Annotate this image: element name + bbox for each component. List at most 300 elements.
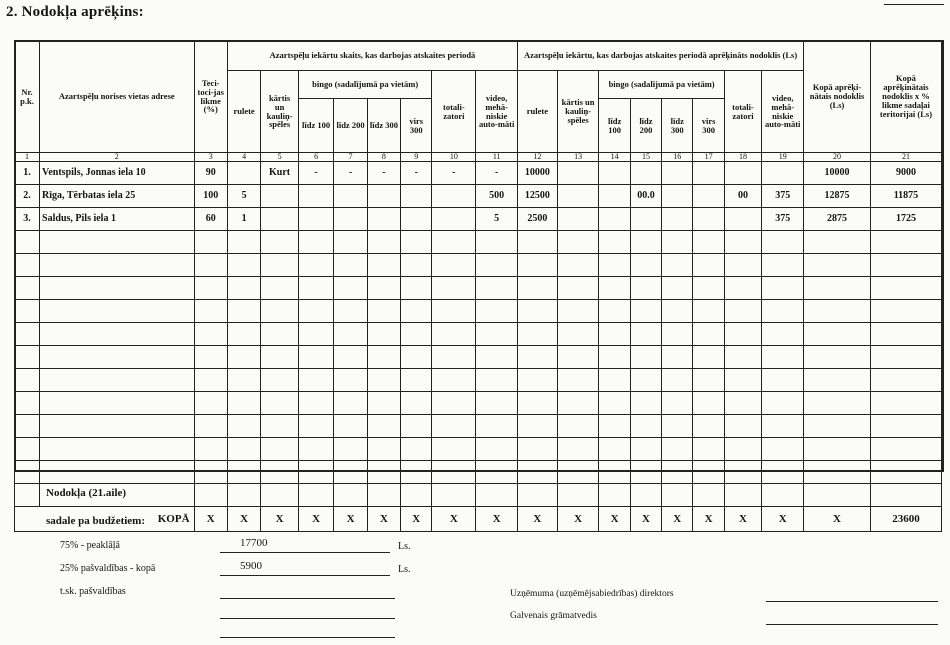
header-total-tax: Kopā aprēķi-nātais nodoklis (Ls) [804, 41, 871, 153]
dist-label-state: 75% - peaklāļā [60, 540, 120, 551]
blank-cell[interactable] [432, 323, 476, 346]
blank-cell[interactable] [630, 323, 661, 346]
blank-cell[interactable] [40, 438, 194, 461]
blank-cell[interactable] [334, 461, 367, 484]
dist-line-state [220, 552, 390, 553]
blank-cell[interactable] [194, 346, 227, 369]
blank-cell[interactable] [557, 254, 599, 277]
header-bingo-200-b: līdz 200 [630, 99, 661, 153]
blank-cell[interactable] [367, 392, 400, 415]
blank-cell[interactable] [599, 300, 630, 323]
blank-cell[interactable] [762, 438, 804, 461]
blank-cell[interactable] [401, 231, 432, 254]
blank-cell[interactable] [870, 323, 941, 346]
blank-cell[interactable] [194, 300, 227, 323]
cell-c7 [334, 185, 367, 208]
header-devices-count: Azartspēļu iekārtu skaits, kas darbojas atskaites periodā [227, 41, 517, 71]
cell-c4 [227, 162, 260, 185]
blank-cell[interactable] [401, 346, 432, 369]
blank-cell[interactable] [518, 277, 558, 300]
blank-cell[interactable] [557, 461, 599, 484]
blank-cell[interactable] [15, 277, 40, 300]
blank-row [15, 484, 942, 507]
dist-line-incl-1[interactable] [220, 598, 395, 599]
blank-cell[interactable] [804, 369, 871, 392]
total-x: X [334, 507, 367, 532]
blank-cell[interactable] [762, 346, 804, 369]
blank-cell[interactable] [227, 369, 260, 392]
total-x: X [367, 507, 400, 532]
blank-cell[interactable] [662, 323, 693, 346]
blank-cell[interactable] [518, 415, 558, 438]
blank-cell[interactable] [227, 438, 260, 461]
blank-cell[interactable] [298, 392, 333, 415]
blank-cell[interactable] [693, 323, 724, 346]
blank-cell[interactable] [367, 369, 400, 392]
blank-cell[interactable] [15, 369, 40, 392]
blank-cell[interactable] [599, 415, 630, 438]
blank-cell[interactable] [630, 231, 661, 254]
blank-cell[interactable] [15, 461, 40, 484]
cell-c8: - [367, 162, 400, 185]
blank-cell[interactable] [194, 369, 227, 392]
blank-cell[interactable] [599, 438, 630, 461]
blank-cell[interactable] [724, 277, 762, 300]
tax-block-subtitle: sadale pa budžetiem: [46, 515, 145, 527]
blank-cell[interactable] [762, 254, 804, 277]
blank-cell[interactable] [194, 323, 227, 346]
blank-cell[interactable] [298, 300, 333, 323]
blank-cell[interactable] [298, 484, 333, 507]
blank-cell[interactable] [630, 438, 661, 461]
blank-cell[interactable] [367, 323, 400, 346]
blank-cell[interactable] [693, 346, 724, 369]
blank-cell[interactable] [298, 323, 333, 346]
blank-cell[interactable] [693, 300, 724, 323]
blank-cell[interactable] [15, 392, 40, 415]
blank-cell[interactable] [662, 438, 693, 461]
blank-cell[interactable] [662, 300, 693, 323]
total-x: X [432, 507, 476, 532]
blank-cell[interactable] [227, 346, 260, 369]
blank-cell[interactable] [518, 254, 558, 277]
blank-cell[interactable] [432, 254, 476, 277]
blank-cell[interactable] [194, 254, 227, 277]
blank-cell[interactable] [432, 484, 476, 507]
blank-cell[interactable] [599, 323, 630, 346]
blank-cell[interactable] [432, 369, 476, 392]
blank-cell[interactable] [693, 277, 724, 300]
blank-cell[interactable] [870, 415, 941, 438]
blank-cell[interactable] [662, 369, 693, 392]
blank-cell[interactable] [557, 415, 599, 438]
blank-cell[interactable] [630, 484, 661, 507]
blank-cell[interactable] [334, 277, 367, 300]
blank-cell[interactable] [334, 392, 367, 415]
blank-cell[interactable] [630, 461, 661, 484]
blank-cell[interactable] [724, 461, 762, 484]
blank-cell[interactable] [401, 461, 432, 484]
blank-cell[interactable] [630, 415, 661, 438]
blank-cell[interactable] [599, 231, 630, 254]
blank-cell[interactable] [40, 461, 194, 484]
blank-cell[interactable] [870, 254, 941, 277]
blank-cell[interactable] [334, 415, 367, 438]
blank-cell[interactable] [599, 369, 630, 392]
blank-cell[interactable] [804, 484, 871, 507]
blank-cell[interactable] [557, 438, 599, 461]
col-num: 5 [261, 153, 299, 162]
col-num: 3 [194, 153, 227, 162]
blank-cell[interactable] [693, 438, 724, 461]
blank-cell[interactable] [367, 254, 400, 277]
blank-cell[interactable] [762, 392, 804, 415]
blank-cell[interactable] [194, 438, 227, 461]
blank-cell[interactable] [762, 300, 804, 323]
total-row [15, 507, 942, 532]
blank-cell[interactable] [630, 392, 661, 415]
blank-cell[interactable] [40, 323, 194, 346]
blank-cell[interactable] [476, 392, 518, 415]
blank-cell[interactable] [261, 277, 299, 300]
blank-cell[interactable] [15, 323, 40, 346]
blank-cell[interactable] [630, 369, 661, 392]
blank-cell[interactable] [298, 461, 333, 484]
blank-cell[interactable] [804, 254, 871, 277]
blank-cell[interactable] [724, 392, 762, 415]
blank-cell[interactable] [476, 415, 518, 438]
blank-cell[interactable] [693, 484, 724, 507]
cell-c6 [298, 208, 333, 231]
total-x: X [599, 507, 630, 532]
blank-cell[interactable] [630, 346, 661, 369]
blank-cell[interactable] [401, 300, 432, 323]
blank-cell[interactable] [804, 415, 871, 438]
blank-cell[interactable] [804, 323, 871, 346]
blank-cell[interactable] [432, 300, 476, 323]
dist-line-incl-3[interactable] [220, 637, 395, 638]
blank-cell[interactable] [334, 231, 367, 254]
blank-cell[interactable] [518, 461, 558, 484]
blank-cell[interactable] [334, 438, 367, 461]
col-num: 6 [298, 153, 333, 162]
blank-cell[interactable] [599, 346, 630, 369]
blank-cell[interactable] [298, 438, 333, 461]
blank-cell[interactable] [194, 415, 227, 438]
column-number-row [15, 153, 942, 162]
blank-cell[interactable] [693, 231, 724, 254]
blank-cell[interactable] [518, 323, 558, 346]
blank-cell[interactable] [518, 231, 558, 254]
blank-cell[interactable] [693, 392, 724, 415]
blank-cell[interactable] [804, 300, 871, 323]
blank-cell[interactable] [870, 369, 941, 392]
col-num: 2 [40, 153, 194, 162]
blank-cell[interactable] [261, 461, 299, 484]
blank-cell[interactable] [40, 392, 194, 415]
header-total-municipal: Kopā aprēķinātais nodoklis x % likme sadaļai teritorijai (Ls) [870, 41, 941, 153]
blank-cell[interactable] [662, 461, 693, 484]
blank-cell[interactable] [724, 346, 762, 369]
blank-cell[interactable] [630, 254, 661, 277]
blank-cell[interactable] [15, 484, 40, 507]
blank-cell[interactable] [261, 231, 299, 254]
blank-cell[interactable] [762, 231, 804, 254]
blank-cell[interactable] [870, 300, 941, 323]
blank-cell[interactable] [261, 415, 299, 438]
dist-label-municipal: 25% pašvaldības - kopā [60, 563, 156, 574]
blank-cell[interactable] [367, 231, 400, 254]
blank-cell[interactable] [15, 254, 40, 277]
blank-cell[interactable] [261, 369, 299, 392]
blank-cell[interactable] [762, 415, 804, 438]
blank-cell[interactable] [662, 346, 693, 369]
blank-cell[interactable] [261, 438, 299, 461]
blank-cell[interactable] [762, 277, 804, 300]
blank-cell[interactable] [40, 231, 194, 254]
blank-cell[interactable] [693, 461, 724, 484]
blank-cell[interactable] [194, 484, 227, 507]
blank-cell[interactable] [298, 346, 333, 369]
blank-cell[interactable] [870, 392, 941, 415]
blank-cell[interactable] [194, 277, 227, 300]
blank-cell[interactable] [432, 277, 476, 300]
blank-cell[interactable] [804, 346, 871, 369]
blank-cell[interactable] [367, 277, 400, 300]
cell-c19: 375 [762, 208, 804, 231]
blank-cell[interactable] [367, 346, 400, 369]
cell-c12: 10000 [518, 162, 558, 185]
blank-cell[interactable] [476, 323, 518, 346]
blank-cell[interactable] [557, 231, 599, 254]
blank-cell[interactable] [557, 346, 599, 369]
blank-cell[interactable] [662, 415, 693, 438]
blank-cell[interactable] [599, 277, 630, 300]
blank-cell[interactable] [298, 369, 333, 392]
blank-cell[interactable] [40, 415, 194, 438]
blank-cell[interactable] [227, 277, 260, 300]
header-bingo-2: bingo (sadalījumā pa vietām) [599, 71, 724, 99]
blank-cell[interactable] [662, 484, 693, 507]
blank-cell[interactable] [334, 346, 367, 369]
cell-c4: 5 [227, 185, 260, 208]
blank-cell[interactable] [557, 323, 599, 346]
blank-cell[interactable] [432, 392, 476, 415]
col-num: 20 [804, 153, 871, 162]
blank-cell[interactable] [40, 369, 194, 392]
blank-cell[interactable] [599, 392, 630, 415]
blank-cell[interactable] [15, 300, 40, 323]
blank-cell[interactable] [298, 277, 333, 300]
blank-cell[interactable] [401, 415, 432, 438]
blank-cell[interactable] [334, 484, 367, 507]
blank-cell[interactable] [401, 323, 432, 346]
blank-cell[interactable] [476, 484, 518, 507]
blank-cell[interactable] [518, 346, 558, 369]
blank-cell[interactable] [476, 346, 518, 369]
cell-c12: 2500 [518, 208, 558, 231]
cell-c13 [557, 208, 599, 231]
blank-cell[interactable] [870, 461, 941, 484]
blank-cell[interactable] [432, 346, 476, 369]
signature-label-director: Uzņēmuma (uzņēmējsabiedrības) direktors [510, 589, 674, 599]
blank-cell[interactable] [476, 461, 518, 484]
blank-cell[interactable] [476, 369, 518, 392]
blank-cell[interactable] [724, 254, 762, 277]
blank-cell[interactable] [762, 323, 804, 346]
blank-cell[interactable] [476, 300, 518, 323]
blank-cell[interactable] [227, 392, 260, 415]
blank-cell[interactable] [762, 484, 804, 507]
blank-cell[interactable] [401, 254, 432, 277]
blank-cell[interactable] [804, 277, 871, 300]
blank-cell[interactable] [557, 300, 599, 323]
blank-cell[interactable] [724, 369, 762, 392]
blank-cell[interactable] [227, 415, 260, 438]
blank-cell[interactable] [334, 300, 367, 323]
blank-cell[interactable] [557, 277, 599, 300]
blank-cell[interactable] [804, 438, 871, 461]
blank-cell[interactable] [724, 415, 762, 438]
signature-line-accountant[interactable] [766, 624, 938, 625]
blank-cell[interactable] [261, 346, 299, 369]
blank-cell[interactable] [804, 461, 871, 484]
blank-cell[interactable] [367, 484, 400, 507]
blank-cell[interactable] [261, 300, 299, 323]
blank-cell[interactable] [298, 231, 333, 254]
blank-cell[interactable] [227, 461, 260, 484]
blank-cell[interactable] [261, 254, 299, 277]
tax-distribution-block [46, 487, 145, 527]
blank-cell[interactable] [15, 231, 40, 254]
blank-cell[interactable] [662, 254, 693, 277]
blank-cell[interactable] [432, 231, 476, 254]
blank-cell[interactable] [476, 231, 518, 254]
blank-cell[interactable] [15, 346, 40, 369]
blank-cell[interactable] [432, 438, 476, 461]
blank-cell[interactable] [15, 415, 40, 438]
blank-cell[interactable] [194, 392, 227, 415]
blank-cell[interactable] [662, 231, 693, 254]
blank-cell[interactable] [518, 484, 558, 507]
blank-cell[interactable] [724, 484, 762, 507]
blank-cell[interactable] [261, 484, 299, 507]
blank-cell[interactable] [518, 438, 558, 461]
blank-cell[interactable] [518, 300, 558, 323]
blank-cell[interactable] [518, 369, 558, 392]
blank-cell[interactable] [557, 392, 599, 415]
blank-cell[interactable] [334, 369, 367, 392]
blank-cell[interactable] [476, 254, 518, 277]
blank-cell[interactable] [662, 277, 693, 300]
blank-cell[interactable] [401, 484, 432, 507]
blank-cell[interactable] [724, 231, 762, 254]
blank-cell[interactable] [599, 484, 630, 507]
blank-cell[interactable] [693, 254, 724, 277]
blank-cell[interactable] [804, 392, 871, 415]
cell-c14 [599, 185, 630, 208]
blank-cell[interactable] [40, 346, 194, 369]
blank-cell[interactable] [334, 254, 367, 277]
blank-cell[interactable] [870, 277, 941, 300]
blank-cell[interactable] [762, 461, 804, 484]
blank-cell[interactable] [476, 277, 518, 300]
blank-cell[interactable] [518, 392, 558, 415]
header-video-1: video, mehā-niskie auto-māti [476, 71, 518, 153]
blank-cell[interactable] [476, 438, 518, 461]
cell-c14 [599, 162, 630, 185]
blank-cell[interactable] [334, 323, 367, 346]
blank-cell[interactable] [40, 277, 194, 300]
blank-cell[interactable] [724, 300, 762, 323]
blank-cell[interactable] [870, 438, 941, 461]
blank-cell[interactable] [804, 231, 871, 254]
blank-cell[interactable] [367, 461, 400, 484]
blank-cell[interactable] [662, 392, 693, 415]
blank-cell[interactable] [261, 323, 299, 346]
blank-cell[interactable] [401, 392, 432, 415]
blank-cell[interactable] [261, 392, 299, 415]
blank-cell[interactable] [870, 484, 941, 507]
header-devices-tax: Azartspēļu iekārtu, kas darbojas atskaites periodā aprēķināts nodoklis (Ls) [518, 41, 804, 71]
blank-cell[interactable] [227, 231, 260, 254]
blank-cell[interactable] [194, 461, 227, 484]
blank-cell[interactable] [693, 369, 724, 392]
blank-cell[interactable] [599, 461, 630, 484]
blank-cell[interactable] [630, 300, 661, 323]
blank-cell[interactable] [227, 484, 260, 507]
blank-cell[interactable] [227, 300, 260, 323]
cell-address: Rīga, Tērbatas iela 25 [40, 185, 194, 208]
dist-line-incl-2[interactable] [220, 618, 395, 619]
blank-cell[interactable] [557, 484, 599, 507]
blank-cell[interactable] [693, 415, 724, 438]
blank-cell[interactable] [557, 369, 599, 392]
blank-cell[interactable] [870, 346, 941, 369]
blank-cell[interactable] [401, 277, 432, 300]
blank-cell[interactable] [724, 323, 762, 346]
blank-cell[interactable] [40, 300, 194, 323]
signature-line-director[interactable] [766, 601, 938, 602]
blank-cell[interactable] [194, 231, 227, 254]
blank-cell[interactable] [432, 415, 476, 438]
blank-cell[interactable] [367, 438, 400, 461]
blank-cell[interactable] [630, 277, 661, 300]
blank-cell[interactable] [724, 438, 762, 461]
blank-cell[interactable] [367, 415, 400, 438]
dist-value-state[interactable]: 17700 [240, 537, 268, 549]
blank-cell[interactable] [15, 438, 40, 461]
blank-cell[interactable] [401, 438, 432, 461]
cell-c17 [693, 208, 724, 231]
blank-cell[interactable] [401, 369, 432, 392]
blank-cell[interactable] [227, 323, 260, 346]
blank-cell[interactable] [298, 415, 333, 438]
blank-cell[interactable] [298, 254, 333, 277]
blank-cell[interactable] [367, 300, 400, 323]
blank-cell[interactable] [227, 254, 260, 277]
blank-cell[interactable] [762, 369, 804, 392]
cell-c12: 12500 [518, 185, 558, 208]
blank-cell[interactable] [40, 254, 194, 277]
dist-value-municipal[interactable]: 5900 [240, 560, 262, 572]
total-x: X [762, 507, 804, 532]
blank-cell[interactable] [432, 461, 476, 484]
cell-share: 60 [194, 208, 227, 231]
blank-cell[interactable] [599, 254, 630, 277]
blank-cell[interactable] [870, 231, 941, 254]
cell-c15 [630, 208, 661, 231]
